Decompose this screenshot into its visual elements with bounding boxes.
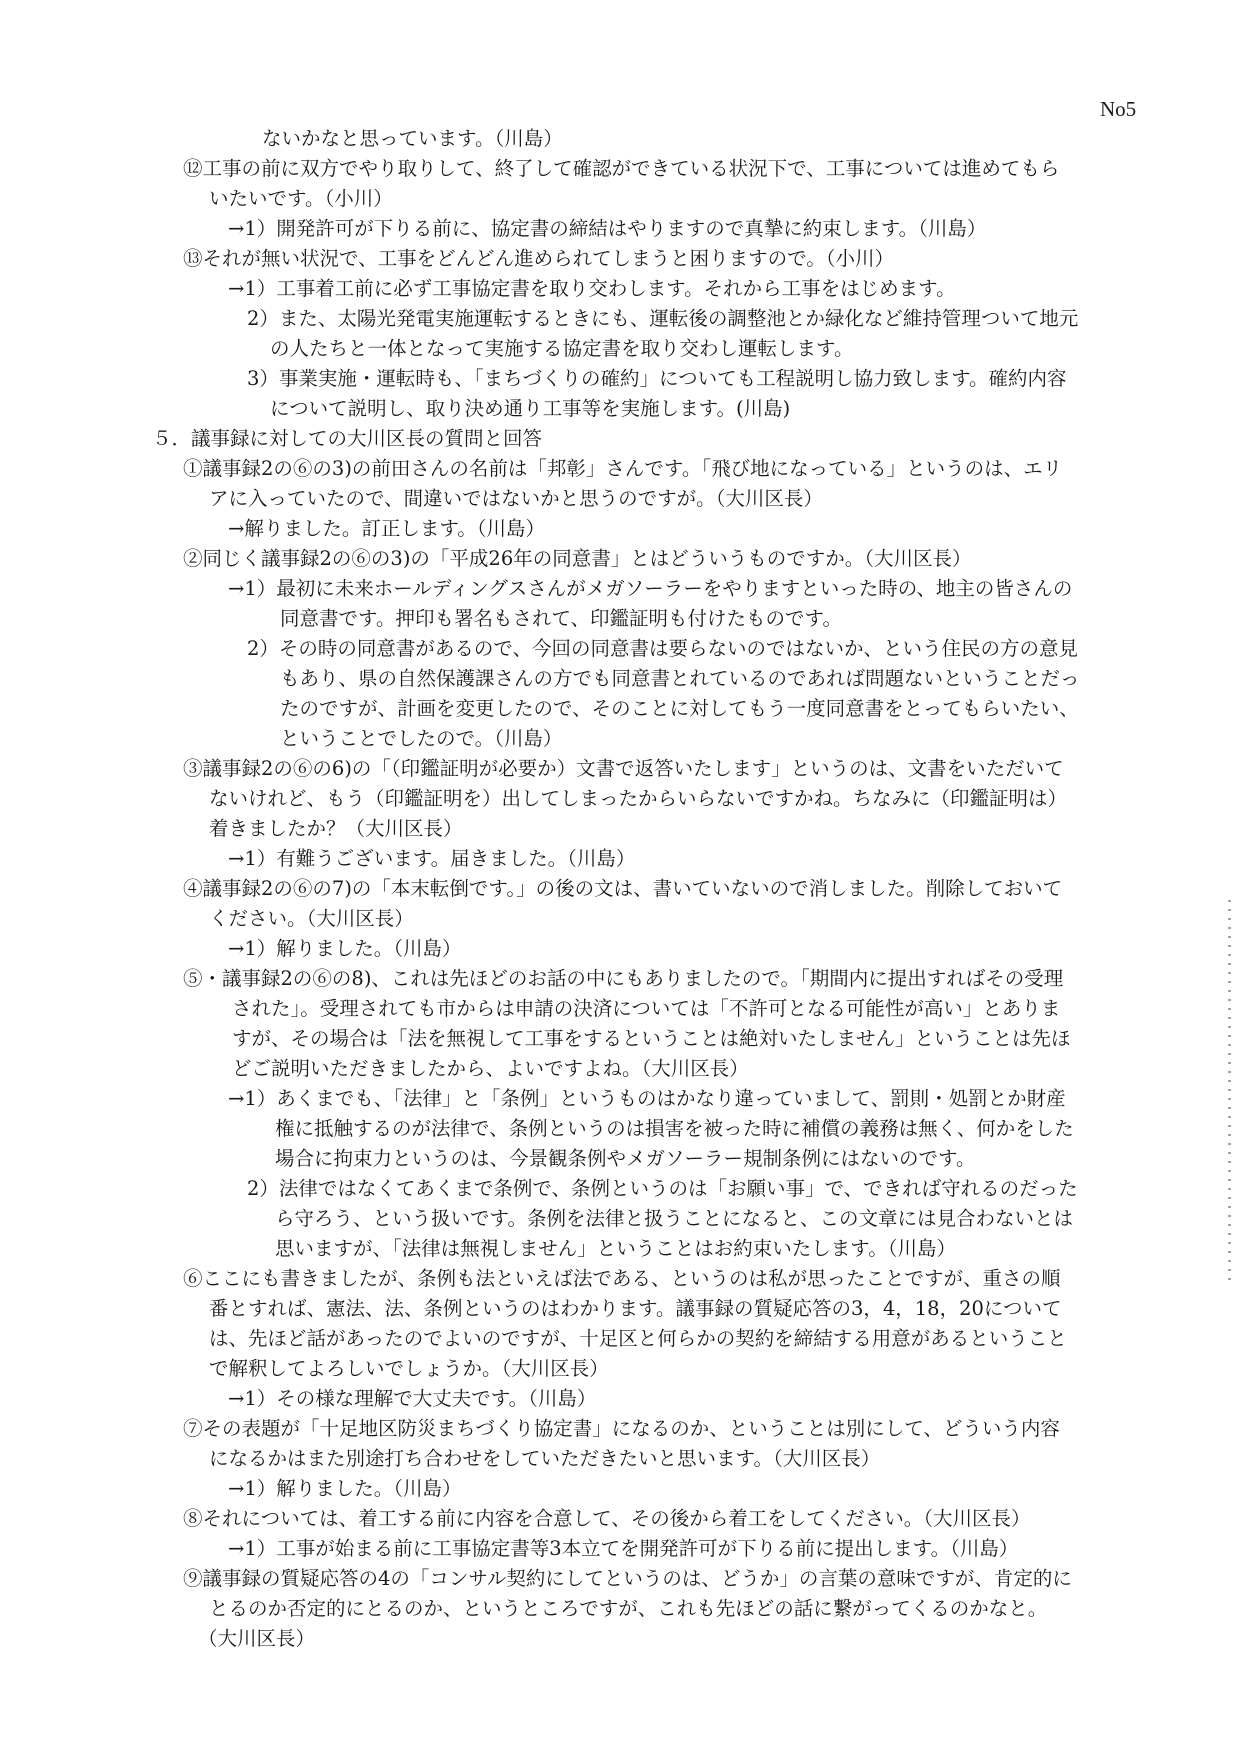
text-line: 同意書です。押印も署名もされて、印鑑証明も付けたものです。 bbox=[280, 607, 842, 630]
text-line: ⑤・議事録2の⑥の8)、これは先ほどのお話の中にもありましたので。「期間内に提出すればその受理 bbox=[183, 967, 1064, 990]
text-line: ください。（大川区長） bbox=[209, 907, 414, 930]
text-line: ということでしたので。（川島） bbox=[280, 727, 563, 750]
text-line: について説明し、取り決め通り工事等を実施します。(川島) bbox=[270, 397, 791, 420]
text-line: ⑧それについては、着工する前に内容を合意して、その後から着工をしてください。（大川区長） bbox=[183, 1507, 1031, 1530]
text-line: とるのか否定的にとるのか、というところですが、これも先ほどの話に繋がってくるのかなと。 bbox=[209, 1597, 1048, 1620]
text-line: →1）その様な理解で大丈夫です。（川島） bbox=[228, 1387, 597, 1410]
text-line: ④議事録2の⑥の7)の「本末転倒です。」の後の文は、書いていないので消しました。削除しておいて bbox=[183, 877, 1063, 900]
text-line: いたいです。（小川） bbox=[209, 187, 393, 210]
text-line: ないかなと思っています。（川島） bbox=[262, 127, 563, 150]
text-line: もあり、県の自然保護課さんの方でも同意書とれているのであれば問題ないということだっ bbox=[280, 667, 1080, 690]
text-line: ないけれど、もう（印鑑証明を）出してしまったからいらないですかね。ちなみに（印鑑証明は） bbox=[209, 787, 1068, 810]
text-line: ①議事録2の⑥の3)の前田さんの名前は「邦彰」さんです。「飛び地になっている」というのは、エリ bbox=[183, 457, 1063, 480]
text-line: →解りました。訂正します。（川島） bbox=[228, 517, 546, 540]
text-line: ②同じく議事録2の⑥の3)の「平成26年の同意書」とはどういうものですか。（大川区長） bbox=[183, 547, 972, 570]
scan-edge-artifact bbox=[1228, 900, 1231, 1280]
text-line: ⑦その表題が「十足地区防災まちづくり協定書」になるのか、ということは別にして、どういう内容 bbox=[183, 1417, 1060, 1440]
text-line: どご説明いただきましたから、よいですよね。（大川区長） bbox=[232, 1057, 749, 1080]
text-line: 2）法律ではなくてあくまで条例で、条例というのは「お願い事」で、できれば守れるのだった bbox=[247, 1177, 1078, 1200]
text-line: 着きましたか？（大川区長） bbox=[209, 817, 463, 840]
text-line: ５．議事録に対しての大川区長の質問と回答 bbox=[152, 427, 543, 450]
text-line: 思いますが、「法律は無視しません」ということはお約束いたします。（川島） bbox=[275, 1237, 956, 1260]
text-line: →1）工事着工前に必ず工事協定書を取り交わします。それから工事をはじめます。 bbox=[228, 277, 956, 300]
text-line: 番とすれば、憲法、法、条例というのはわかります。議事録の質疑応答の3，4，18，20について bbox=[209, 1297, 1062, 1320]
text-line: →1）有難うございます。届きました。（川島） bbox=[228, 847, 636, 870]
text-line: ⑫工事の前に双方でやり取りして、終了して確認ができている状況下で、工事については進めてもら bbox=[183, 157, 1060, 180]
text-line: 2）その時の同意書があるので、今回の同意書は要らないのではないか、という住民の方の意見 bbox=[247, 637, 1079, 660]
text-line: 場合に拘束力というのは、今景観条例やメガソーラー規制条例にはないのです。 bbox=[275, 1147, 976, 1170]
text-line: で解釈してよろしいでしょうか。（大川区長） bbox=[209, 1357, 609, 1380]
text-line: ③議事録2の⑥の6)の「（印鑑証明が必要か）文書で返答いたします」というのは、文書をいただいて bbox=[183, 757, 1064, 780]
text-line: すが、その場合は「法を無視して工事をするということは絶対いたしません」ということは先ほ bbox=[232, 1027, 1071, 1050]
text-line: は、先ほど話があったのでよいのですが、十足区と何らかの契約を締結する用意があるということ bbox=[209, 1327, 1067, 1350]
page-number: No5 bbox=[1100, 97, 1137, 121]
text-line: →1）解りました。（川島） bbox=[228, 937, 462, 960]
text-line: →1）開発許可が下りる前に、協定書の締結はやりますので真摯に約束します。（川島） bbox=[228, 217, 987, 240]
text-line: になるかはまた別途打ち合わせをしていただきたいと思います。（大川区長） bbox=[209, 1447, 881, 1470]
text-line: 3）事業実施・運転時も、「まちづくりの確約」についても工程説明し協力致します。確約内容 bbox=[247, 367, 1067, 390]
text-line: ⑥ここにも書きましたが、条例も法といえば法である、というのは私が思ったことですが、重さの順 bbox=[183, 1267, 1061, 1290]
text-line: （大川区長） bbox=[198, 1627, 316, 1650]
text-line: →1）解りました。（川島） bbox=[228, 1477, 462, 1500]
text-line: 権に抵触するのが法律で、条例というのは損害を被った時に補償の義務は無く、何かをした bbox=[275, 1117, 1074, 1140]
text-line: 2）また、太陽光発電実施運転するときにも、運転後の調整池とか緑化など維持管理ついて地元 bbox=[247, 307, 1079, 330]
text-line: の人たちと一体となって実施する協定書を取り交わし運転します。 bbox=[270, 337, 854, 360]
text-line: →1）工事が始まる前に工事協定書等3本立てを開発許可が下りる前に提出します。（川島） bbox=[228, 1537, 1019, 1560]
text-line: ⑨議事録の質疑応答の4の「コンサル契約にしてというのは、どうか」の言葉の意味ですが、肯定的に bbox=[183, 1567, 1072, 1590]
text-line: ⑬それが無い状況で、工事をどんどん進められてしまうと困りますので。（小川） bbox=[183, 247, 894, 270]
text-line: たのですが、計画を変更したので、そのことに対してもう一度同意書をとってもらいたい、 bbox=[280, 697, 1079, 720]
text-line: された」。受理されても市からは申請の決済については「不許可となる可能性が高い」とありま bbox=[232, 997, 1061, 1020]
text-line: ら守ろう、という扱いです。条例を法律と扱うことになると、この文章には見合わないとは bbox=[275, 1207, 1073, 1230]
text-line: アに入っていたので、間違いではないかと思うのですが。（大川区長） bbox=[209, 487, 823, 510]
text-line: →1）あくまでも、「法律」と「条例」というものはかなり違っていまして、罰則・処罰とか財産 bbox=[228, 1087, 1066, 1110]
text-line: →1）最初に未来ホールディングスさんがメガソーラーをやりますといった時の、地主の皆さんの bbox=[228, 577, 1073, 600]
